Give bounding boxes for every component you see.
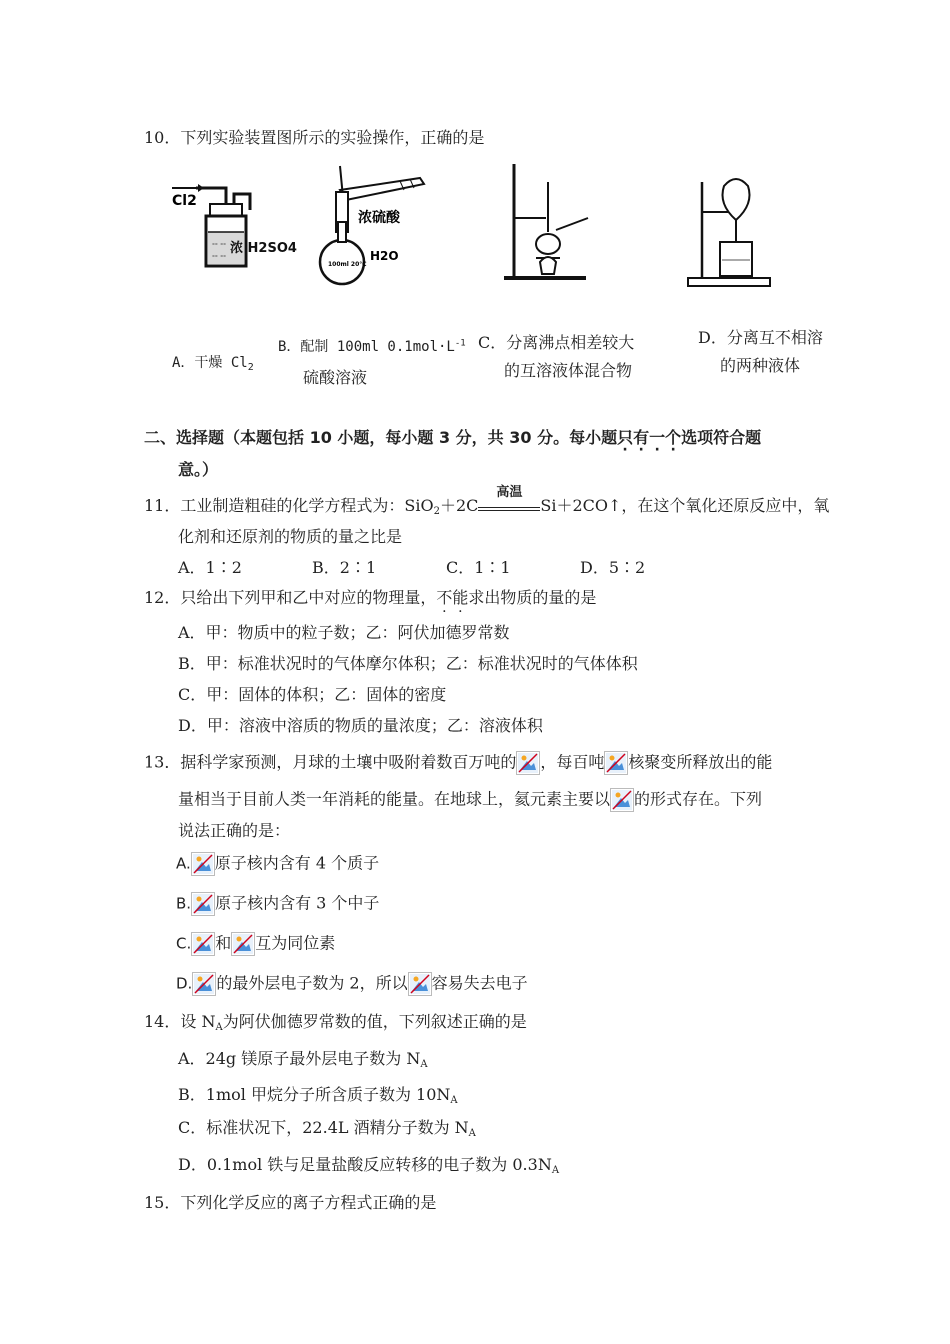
broken-image-icon — [231, 932, 255, 956]
section-title: 二、选择题（本题包括 10 小题，每小题 3 分，共 30 分。每小题只有一个选项符合题 — [144, 428, 762, 447]
broken-image-icon — [191, 932, 215, 956]
q12-option-d: D．甲：溶液中溶质的物质的量浓度；乙：溶液体积 — [178, 716, 543, 735]
q13-stem-line3: 说法正确的是： — [178, 821, 291, 840]
figure-a-washing-bottle — [170, 180, 297, 276]
q13-stem-line2: 量相当于目前人类一年消耗的能量。在地球上，氦元素主要以 的形式存在。下列 — [178, 788, 762, 812]
svg-text:-- --: -- -- — [212, 240, 227, 248]
q13-option-c: C. 和 互为同位素 — [176, 932, 335, 956]
q10-option-b: B．配制 100ml $0.1mol\cdot L^{-1}$ — [278, 338, 466, 355]
q11-stem: 11．工业制造粗硅的化学方程式为：SiO$_2$＋2C 高温 Si＋2CO↑，在这个氧化还原反应中，氧 — [144, 485, 830, 517]
q10-option-b-line2: 硫酸溶液 — [303, 368, 368, 387]
q14-option-b: B．1mol 甲烷分子所含质子数为 $10N_A$ — [178, 1085, 458, 1106]
reaction-condition: 高温 — [478, 497, 540, 511]
q13-stem: 13．据科学家预测，月球的土壤中吸附着数百万吨的 ，每百吨 核聚变所释放出的能 — [144, 751, 772, 775]
q14-stem: 14．设 $N_A$为阿伏伽德罗常数的值，下列叙述正确的是 — [144, 1012, 527, 1033]
q12-option-c: C．甲：固体的体积；乙：固体的密度 — [178, 685, 447, 704]
svg-text:-- --: -- -- — [212, 252, 227, 260]
q12-option-b: B．甲：标准状况时的气体摩尔体积；乙：标准状况时的气体体积 — [178, 654, 638, 673]
svg-text:Cl2: Cl2 — [172, 193, 197, 209]
broken-image-icon — [191, 852, 215, 876]
broken-image-icon — [604, 751, 628, 775]
figure-c-distillation — [496, 162, 592, 288]
q12-stem: 12．只给出下列甲和乙中对应的物理量，不能求出物质的量的是 — [144, 588, 597, 607]
q14-option-a: A．24g 镁原子最外层电子数为 $N_A$ — [178, 1049, 428, 1070]
q12-option-a: A．甲：物质中的粒子数；乙：阿伏加德罗常数 — [178, 623, 510, 642]
q11-option-b: B．2∶1 — [312, 558, 377, 577]
q10-option-d-line2: 的两种液体 — [720, 356, 801, 375]
q10-option-c-line2: 的互溶液体混合物 — [504, 361, 633, 380]
q15-stem: 15．下列化学反应的离子方程式正确的是 — [144, 1193, 437, 1212]
broken-image-icon — [191, 892, 215, 916]
svg-text:浓硫酸: 浓硫酸 — [358, 210, 400, 226]
q10-option-c: C．分离沸点相差较大 — [478, 333, 635, 352]
broken-image-icon — [408, 972, 432, 996]
figure-d-separating-funnel — [684, 176, 776, 292]
broken-image-icon — [610, 788, 634, 812]
q14-option-c: C．标准状况下，22.4L 酒精分子数为 $N_A$ — [178, 1118, 476, 1139]
broken-image-icon — [192, 972, 216, 996]
svg-text:H2O: H2O — [370, 249, 399, 263]
q10-option-d: D．分离互不相溶 — [698, 328, 823, 347]
q10-stem: 10．下列实验装置图所示的实验操作，正确的是 — [144, 128, 485, 147]
section-title-line2: 意。） — [178, 460, 219, 479]
svg-text:浓 H2SO4: 浓 H2SO4 — [230, 241, 297, 256]
q13-option-d: D. 的最外层电子数为 2，所以 容易失去电子 — [176, 972, 528, 996]
q11-option-c: C．1∶1 — [446, 558, 511, 577]
q13-option-b: B. 原子核内含有 3 个中子 — [176, 892, 379, 916]
broken-image-icon — [516, 751, 540, 775]
q11-option-a: A．1∶2 — [178, 558, 242, 577]
q11-stem-line2: 化剂和还原剂的物质的量之比是 — [178, 527, 403, 546]
figure-b-volumetric-flask — [300, 162, 440, 298]
svg-text:100ml 20℃: 100ml 20℃ — [328, 261, 367, 268]
q11-option-d: D．5∶2 — [580, 558, 646, 577]
q13-option-a: A. 原子核内含有 4 个质子 — [176, 852, 379, 876]
q14-option-d: D．0.1mol 铁与足量盐酸反应转移的电子数为 $0.3N_A$ — [178, 1155, 560, 1176]
q10-option-a: A．干燥 $Cl_2$ — [172, 355, 254, 373]
